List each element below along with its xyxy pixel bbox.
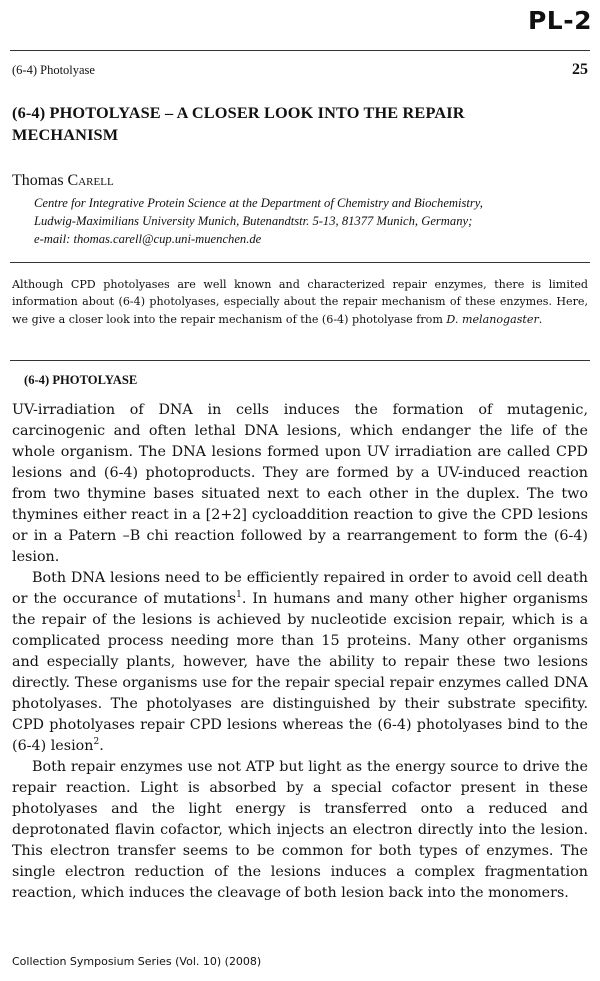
abstract-text: Although CPD photolyases are well known and characterized repair enzymes, there is limited information about (6-4) photolyases, especially about the repair mechanism of these enzymes. Here, we give a closer look into the repair mechanism of the (6-4) photolyase from — [12, 278, 588, 326]
running-head-title: (6-4) Photolyase — [12, 63, 95, 77]
abstract-end: . — [538, 312, 543, 326]
document-code-badge: PL-2 — [527, 6, 592, 35]
header-rule — [10, 50, 590, 51]
page-number: 25 — [572, 61, 588, 78]
reference-1: 1 — [236, 590, 242, 601]
running-head — [12, 61, 588, 79]
affiliation-email: e-mail: thomas.carell@cup.uni-muenchen.de — [34, 232, 262, 246]
abstract — [12, 276, 588, 328]
author-affiliation — [34, 194, 586, 248]
reference-2: 2 — [93, 737, 100, 748]
abstract-top-rule — [10, 262, 590, 263]
paragraph-2-end: . — [99, 738, 104, 754]
body-paragraph-1: UV-irradiation of DNA in cells induces the formation of mutagenic, carcinogenic and often lethal DNA lesions, which endanger the life of the whole organism. The DNA lesions formed upon UV irradiation are called CPD lesions and (6-4) photoproducts. They are formed by a UV-induced reaction from two thymine bases situated next to each other in the duplex. The two thymines either react in a [2+2] cycloaddition reaction to give the CPD lesions or in a Patern –B chi reaction followed by a rearrangement to form the (6-4) lesion. — [12, 402, 588, 565]
body-text — [12, 400, 588, 904]
paragraph-2-text: Both DNA lesions need to be efficiently repaired in order to avoid cell death or the occurance of mutations — [12, 570, 588, 607]
author-first-name: Thomas — [12, 172, 64, 189]
abstract-paragraph — [12, 276, 588, 328]
abstract-species: D. melanogaster — [446, 312, 539, 326]
section-heading: (6-4) PHOTOLYASE — [24, 373, 138, 387]
footer-series: Collection Symposium Series (Vol. 10) (2008) — [12, 955, 262, 968]
article-title: (6-4) PHOTOLYASE – A CLOSER LOOK INTO THE REPAIR MECHANISM — [12, 103, 465, 144]
body-paragraph-3: Both repair enzymes use not ATP but light as the energy source to drive the repair reaction. Light is absorbed by a special cofactor present in these photolyases and the light energy is transferred onto a reduced and deprotonated flavin cofactor, which injects an electron directly into the lesion. This electron transfer seems to be common for both types of enzymes. The single electron reduction of the lesions induces a complex fragmentation reaction, which induces the cleavage of both lesion back into the monomers. — [12, 759, 588, 901]
affiliation-line-2: Ludwig-Maximilians University Munich, Butenandtstr. 5-13, 81377 Munich, Germany; — [34, 214, 473, 228]
affiliation-line-1: Centre for Integrative Protein Science at the Department of Chemistry and Biochemistry, — [34, 196, 483, 210]
body-paragraph-2 — [12, 568, 588, 757]
abstract-bottom-rule — [10, 360, 590, 361]
author-name — [12, 172, 114, 190]
author-last-name: Carell — [67, 172, 114, 189]
paragraph-2-rest: . In humans and many other higher organisms the repair of the lesions is achieved by nucleotide excision repair, which is a complicated process needing more than 15 proteins. Many other organisms and especially plants, however, have the ability to repair these two lesions directly. These organisms use for the repair special repair enzymes called DNA photolyases. The photolyases are distinguished by their substrate specifity. CPD photolyases repair CPD lesions whereas the (6-4) photolyases bind to the (6-4) lesion — [12, 591, 588, 754]
